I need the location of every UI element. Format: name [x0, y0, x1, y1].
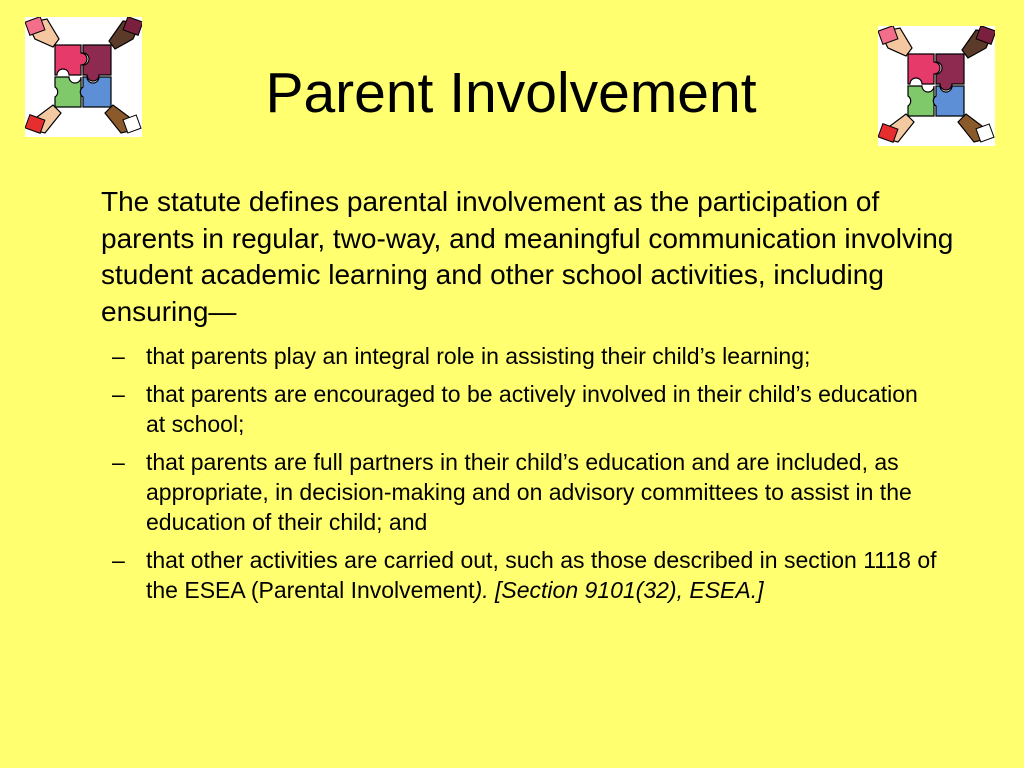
slide-title: Parent Involvement	[265, 61, 757, 125]
bullet-text: that parents play an integral role in assisting their child’s learning;	[146, 343, 811, 369]
list-item	[112, 545, 942, 605]
intro-paragraph: The statute defines parental involvement as the participation of parents in regular, two-way, and meaningful communication involving student academic learning and other school activities, including ensuring—	[101, 186, 954, 327]
bullet-text: that parents are full partners in their child’s education and are included, as appropriate, in decision-making and on advisory committees to assist in the education of their child; and	[146, 449, 912, 535]
list-item	[112, 447, 942, 537]
bullet-dash: –	[112, 547, 125, 573]
bullet-text: that other activities are carried out, such as those described in section 1118 of the ESEA (Parental Involvement	[146, 547, 937, 603]
puzzle-hands-icon	[878, 26, 995, 146]
list-item	[112, 341, 942, 371]
bullet-dash: –	[112, 343, 125, 369]
bullet-text: that parents are encouraged to be actively involved in their child’s education at school;	[146, 381, 918, 437]
bullet-dash: –	[112, 381, 125, 407]
bullet-dash: –	[112, 449, 125, 475]
puzzle-hands-icon	[25, 17, 142, 137]
bullet-list	[112, 341, 942, 613]
citation-text: ). [Section 9101(32), ESEA.]	[474, 577, 764, 603]
list-item	[112, 379, 942, 439]
